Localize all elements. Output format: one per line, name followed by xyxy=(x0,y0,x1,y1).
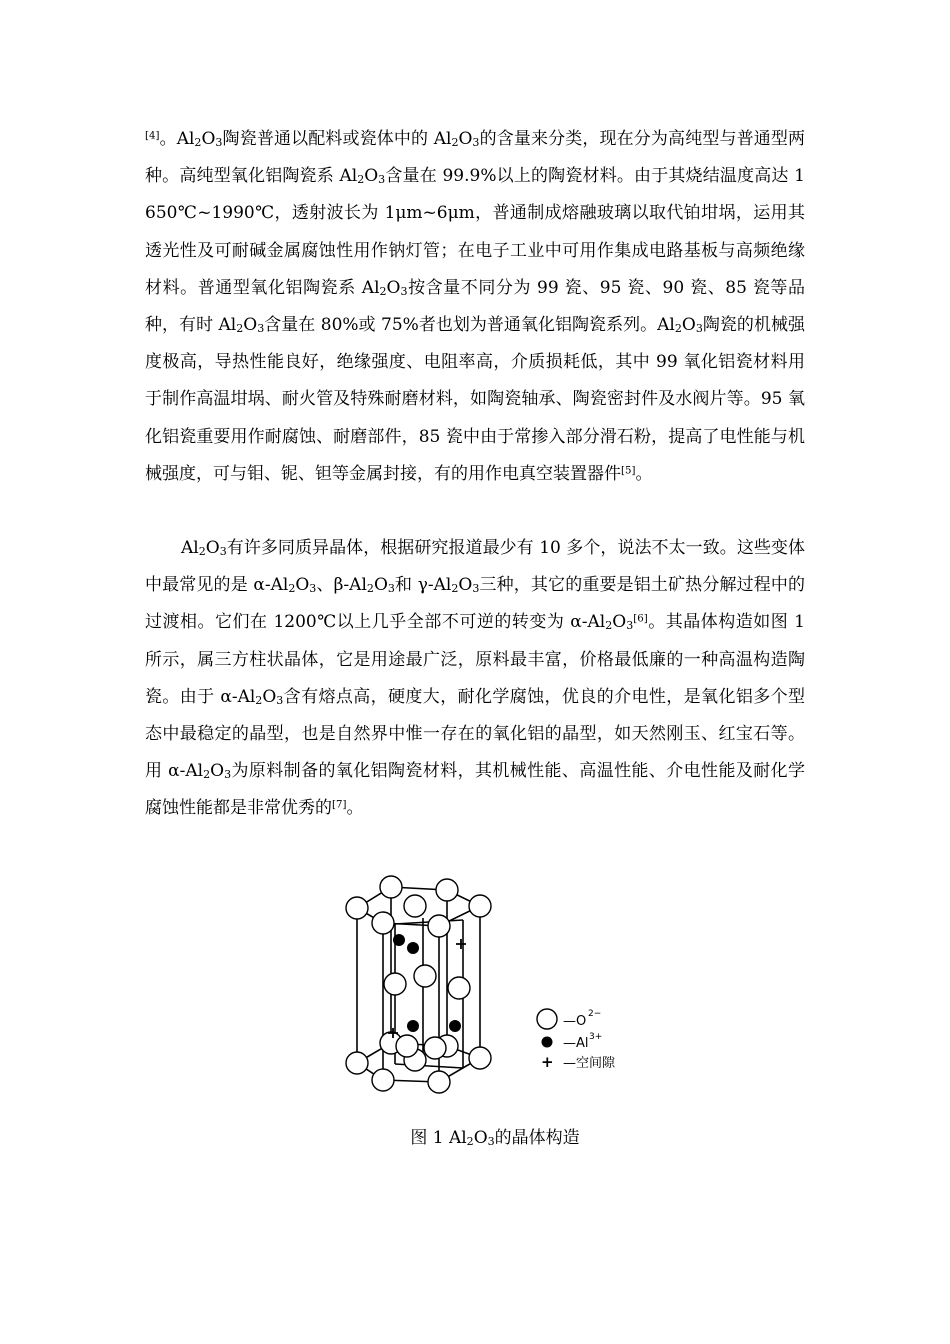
oxygen-atom xyxy=(424,1037,446,1059)
figure-caption: 图 1 $Al_2O_3$的晶体构造 xyxy=(410,1128,580,1149)
legend-oxygen-charge: 2− xyxy=(588,1009,602,1019)
oxygen-atom xyxy=(448,977,470,999)
aluminum-atom xyxy=(393,934,405,946)
oxygen-atom xyxy=(346,1052,368,1074)
legend xyxy=(537,1009,616,1071)
legend-aluminum-charge: 3+ xyxy=(589,1032,603,1042)
legend-gap-label: —空间隙 xyxy=(563,1056,616,1071)
legend-oxygen-circle xyxy=(537,1009,557,1029)
oxygen-atom xyxy=(380,876,402,898)
oxygen-atom xyxy=(346,897,368,919)
paragraph-2: $Al_2O_3$有许多同质异晶体，根据研究报道最少有 10 多个，说法不太一致。这些变体中最常见的是 $\alpha-Al_2O_3$、$\beta-Al_2O_3$和 $\gamma-Al_2O_3$三种，其它的重要是铝土矿热分解过程中的过渡相。它们在 1200℃以上几乎全部不可逆的转变为 $\alpha-Al_2O_3[6]$。其晶体构造如图 1 所示，属三方柱状晶体，它是用途最广泛，原料最丰富，价格最低廉的一种高温构造陶瓷。由于 $\alpha-Al_2O_3$含有熔点高，硬度大，耐化学腐蚀，优良的介电性，是氧化铝多个型态中最稳定的晶型，也是自然界中惟一存在的氧化铝的晶型，如天然刚玉、红宝石等。用 $\alpha-Al_2O_3$为原料制备的氧化铝陶瓷材料，其机械性能、高温性能、介电性能及耐化学腐蚀性能都是非常优秀的[7]。 xyxy=(145,538,806,819)
legend-oxygen-label: —O xyxy=(563,1014,587,1029)
oxygen-atom xyxy=(372,912,394,934)
oxygen-atom xyxy=(469,1047,491,1069)
oxygen-atom xyxy=(428,1071,450,1093)
paragraph-1: [4]。$Al_2O_3$陶瓷普通以配料或瓷体中的 $Al_2O_3$的含量来分类，现在分为高纯型与普通型两种。高纯型氧化铝陶瓷系 $Al_2O_3$含量在 99.9%以上的陶瓷材料。由于其烧结温度高达 1650℃~1990℃，透射波长为 1μm~6μm，普通制成熔融玻璃以取代铂坩埚，运用其透光性及可耐碱金属腐蚀性用作钠灯管；在电子工业中可用作集成电路基板与高频绝缘材料。普通型氧化铝陶瓷系 $Al_2O_3$按含量不同分为 99 瓷、95 瓷、90 瓷、85 瓷等品种，有时 $Al_2O_3$含量在 80%或 75%者也划为普通氧化铝陶瓷系列。$Al_2O_3$陶瓷的机械强度极高，导热性能良好，绝缘强度、电阻率高，介质损耗低，其中 99 氧化铝瓷材料用于制作高温坩埚、耐火管及特殊耐磨材料，如陶瓷轴承、陶瓷密封件及水阀片等。95 氧化铝瓷重要用作耐腐蚀、耐磨部件，85 瓷中由于常掺入部分滑石粉，提高了电性能与机械强度，可与钼、铌、钽等金属封接，有的用作电真空装置器件[5]。 xyxy=(145,129,805,484)
oxygen-atom xyxy=(414,965,436,987)
aluminum-atom xyxy=(407,942,419,954)
oxygen-atom xyxy=(469,895,491,917)
crystal-structure-figure xyxy=(335,868,655,1108)
oxygen-atom xyxy=(404,895,426,917)
atom-group xyxy=(346,876,491,1093)
legend-gap-mark: + xyxy=(541,1053,554,1071)
interstitial-gap-mark xyxy=(456,939,466,949)
legend-aluminum-label: —Al xyxy=(563,1036,589,1051)
oxygen-atom xyxy=(436,879,458,901)
aluminum-atom xyxy=(407,1020,419,1032)
aluminum-atom xyxy=(449,1020,461,1032)
oxygen-atom xyxy=(396,1035,418,1057)
legend-aluminum-dot xyxy=(542,1037,553,1048)
oxygen-atom xyxy=(384,973,406,995)
oxygen-atom xyxy=(372,1069,394,1091)
oxygen-atom xyxy=(428,915,450,937)
